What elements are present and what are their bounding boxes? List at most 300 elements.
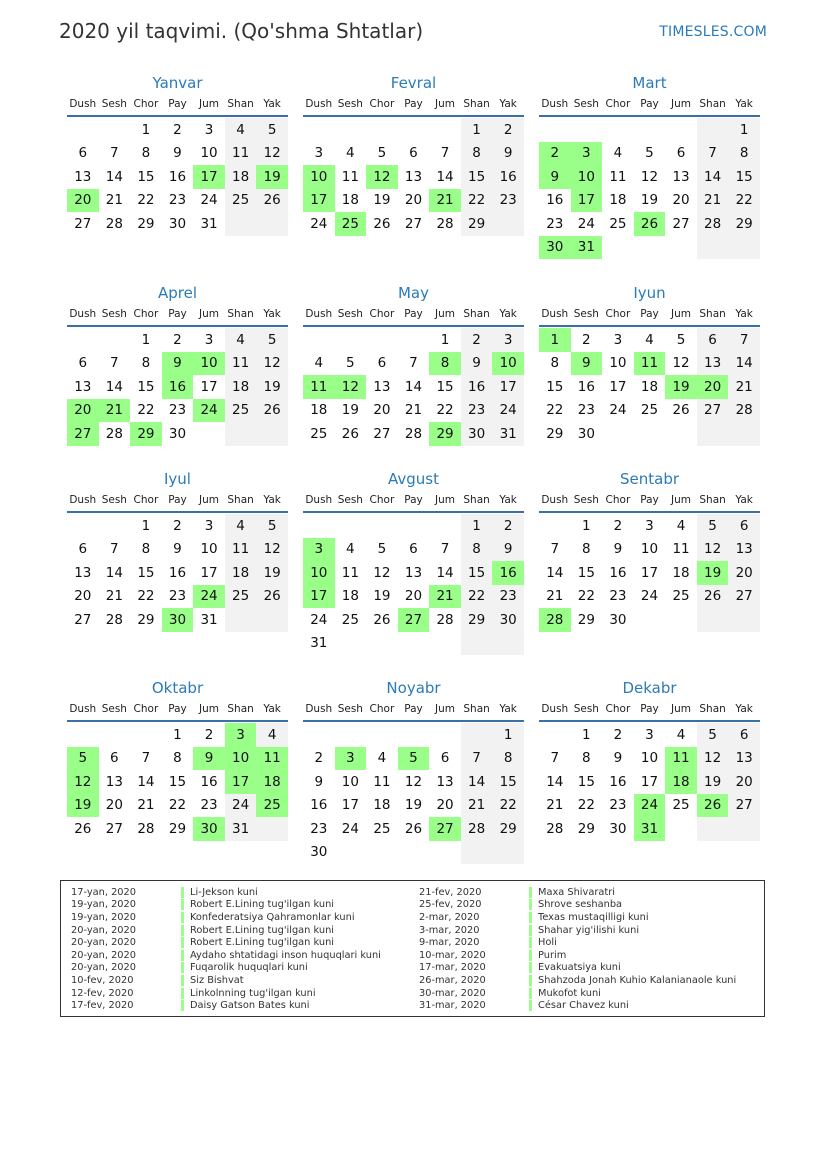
day-cell: 7: [110, 145, 119, 162]
day-cell: 19: [373, 588, 391, 605]
holiday-name: Aydaho shtatidagi inson huquqlari kuni: [190, 949, 381, 961]
weekday-label: Dush: [69, 703, 97, 715]
day-cell: 1: [461, 514, 493, 538]
weekday-label: Jum: [199, 494, 220, 506]
day-cell: 9: [173, 145, 182, 162]
weekday-label: Shan: [699, 703, 726, 715]
day-cell: 2: [492, 514, 524, 538]
day-cell: 31: [225, 817, 257, 841]
day-cell: 6: [377, 355, 387, 372]
day-cell: 15: [436, 378, 454, 395]
weekday-label: Yak: [263, 494, 281, 506]
empty-cell: [492, 841, 524, 865]
empty-cell: [665, 817, 697, 841]
day-cell: 8: [461, 538, 493, 562]
day-cell: 29: [728, 212, 760, 236]
day-cell: 2: [492, 118, 524, 142]
day-cell: 27: [373, 425, 391, 442]
weekday-header: [67, 303, 288, 325]
weekday-label: Jum: [199, 98, 220, 110]
header-divider: [539, 325, 760, 327]
weekday-header: [539, 698, 760, 720]
day-cell: 22: [461, 585, 493, 609]
empty-cell: [634, 422, 666, 446]
holiday-row: [71, 949, 381, 962]
day-cell: 24: [492, 399, 524, 423]
holiday-day-cell: 3: [571, 142, 603, 166]
page-title: 2020 yil taqvimi. (Qo'shma Shtatlar): [59, 19, 424, 43]
day-cell: 6: [110, 750, 119, 767]
holiday-row: [71, 911, 381, 924]
day-cell: 16: [200, 773, 218, 790]
holiday-day-cell: 17: [193, 165, 225, 189]
holiday-name: Siz Bishvat: [190, 974, 244, 986]
holiday-day-cell: 27: [398, 608, 430, 632]
month-2: [539, 73, 760, 259]
empty-cell: [99, 118, 131, 142]
day-cell: 5: [377, 541, 387, 558]
day-cell: 23: [168, 402, 187, 419]
empty-cell: [398, 514, 430, 538]
day-cell: 28: [436, 611, 454, 628]
day-cell: 26: [697, 585, 729, 609]
day-cell: 5: [256, 328, 288, 352]
empty-cell: [225, 212, 257, 236]
day-cell: 12: [640, 168, 659, 185]
holiday-day-cell: 5: [398, 747, 430, 771]
day-cell: 16: [168, 564, 187, 581]
day-cell: 14: [546, 564, 564, 581]
day-cell: 14: [105, 168, 123, 185]
day-cell: 22: [546, 402, 564, 419]
day-cell: 17: [200, 378, 218, 395]
day-cell: 31: [310, 635, 328, 652]
holiday-day-cell: 25: [335, 212, 367, 236]
empty-cell: [99, 514, 131, 538]
holiday-name: Mukofot kuni: [538, 987, 601, 999]
day-cell: 22: [436, 402, 454, 419]
weekday-label: Sesh: [101, 308, 127, 320]
day-grid: [303, 723, 524, 864]
header-divider: [303, 511, 524, 513]
day-cell: 29: [461, 608, 493, 632]
weekday-header: [539, 489, 760, 511]
holiday-day-cell: 20: [67, 399, 99, 423]
holiday-day-cell: 21: [429, 189, 461, 213]
day-cell: 24: [577, 215, 595, 232]
weekday-label: Sesh: [337, 494, 363, 506]
header-divider: [539, 115, 760, 117]
header-divider: [303, 720, 524, 722]
day-cell: 28: [137, 820, 155, 837]
weekday-label: Chor: [605, 703, 631, 715]
day-cell: 14: [546, 773, 564, 790]
empty-cell: [67, 328, 99, 352]
day-cell: 20: [74, 588, 92, 605]
weekday-label: Sesh: [101, 494, 127, 506]
holiday-name: César Chavez kuni: [538, 1000, 629, 1012]
weekday-label: Pay: [168, 98, 187, 110]
day-cell: 18: [672, 564, 690, 581]
brand-link[interactable]: TIMESLES.COM: [659, 24, 767, 40]
day-cell: 2: [314, 750, 324, 767]
day-cell: 5: [697, 723, 729, 747]
empty-cell: [256, 817, 288, 841]
holiday-row: [71, 962, 381, 975]
day-cell: 13: [373, 378, 391, 395]
day-cell: 1: [492, 723, 524, 747]
holiday-day-cell: 24: [634, 794, 666, 818]
weekday-label: Dush: [541, 98, 569, 110]
day-cell: 13: [436, 773, 454, 790]
day-cell: 22: [168, 797, 187, 814]
weekday-label: Yak: [735, 308, 753, 320]
day-cell: 26: [256, 585, 288, 609]
weekday-label: Chor: [369, 494, 395, 506]
empty-cell: [429, 514, 461, 538]
day-cell: 8: [550, 355, 560, 372]
weekday-label: Yak: [735, 703, 753, 715]
holiday-day-cell: 11: [634, 352, 666, 376]
empty-cell: [728, 608, 760, 632]
month-9: [67, 678, 288, 841]
holiday-marker: [181, 912, 184, 923]
weekday-label: Jum: [435, 494, 456, 506]
day-cell: 23: [546, 215, 564, 232]
holiday-day-cell: 12: [67, 770, 99, 794]
holiday-day-cell: 30: [162, 608, 194, 632]
day-cell: 16: [609, 773, 627, 790]
holiday-row: [71, 974, 381, 987]
day-cell: 22: [728, 189, 760, 213]
day-cell: 5: [256, 514, 288, 538]
day-cell: 16: [310, 797, 328, 814]
day-cell: 26: [373, 215, 391, 232]
holiday-date: 3-mar, 2020: [419, 924, 480, 936]
weekday-label: Shan: [227, 308, 254, 320]
day-cell: 24: [341, 820, 359, 837]
day-cell: 1: [173, 726, 182, 743]
weekday-label: Pay: [404, 98, 423, 110]
day-cell: 18: [341, 192, 359, 209]
day-cell: 26: [404, 820, 423, 837]
empty-cell: [492, 632, 524, 656]
day-cell: 21: [105, 192, 123, 209]
header-divider: [539, 720, 760, 722]
weekday-label: Jum: [435, 98, 456, 110]
day-cell: 19: [341, 402, 359, 419]
holiday-name: Shrove seshanba: [538, 899, 623, 911]
day-cell: 16: [461, 375, 493, 399]
weekday-label: Shan: [463, 703, 490, 715]
empty-cell: [303, 723, 335, 747]
holiday-name: Texas mustaqilligi kuni: [538, 911, 649, 923]
weekday-label: Jum: [435, 703, 456, 715]
empty-cell: [335, 328, 367, 352]
day-cell: 9: [492, 538, 524, 562]
day-cell: 21: [546, 797, 564, 814]
day-cell: 17: [492, 375, 524, 399]
day-cell: 8: [582, 750, 591, 767]
day-cell: 15: [577, 564, 595, 581]
day-cell: 15: [168, 773, 187, 790]
weekday-label: Jum: [199, 703, 220, 715]
weekday-label: Sesh: [573, 308, 599, 320]
day-grid: [539, 118, 760, 259]
holiday-day-cell: 3: [303, 538, 335, 562]
weekday-label: Dush: [541, 494, 569, 506]
weekday-label: Dush: [305, 494, 333, 506]
holiday-day-cell: 29: [429, 422, 461, 446]
holiday-name: Fuqarolik huquqlari kuni: [190, 962, 308, 974]
day-cell: 21: [461, 794, 493, 818]
day-cell: 19: [256, 561, 288, 585]
empty-cell: [67, 118, 99, 142]
holiday-day-cell: 19: [665, 375, 697, 399]
weekday-label: Shan: [227, 703, 254, 715]
holiday-day-cell: 17: [225, 770, 257, 794]
day-cell: 16: [546, 192, 564, 209]
weekday-header: [67, 489, 288, 511]
holiday-day-cell: 9: [162, 352, 194, 376]
day-cell: 16: [577, 378, 595, 395]
day-cell: 25: [341, 611, 359, 628]
empty-cell: [602, 236, 634, 260]
holiday-marker: [529, 1000, 532, 1011]
holiday-marker: [529, 975, 532, 986]
day-cell: 21: [546, 588, 564, 605]
day-grid: [303, 118, 524, 236]
day-cell: 29: [137, 215, 155, 232]
empty-cell: [335, 632, 367, 656]
empty-cell: [539, 118, 571, 142]
day-cell: 3: [645, 726, 654, 743]
holiday-day-cell: 3: [335, 747, 367, 771]
holiday-marker: [181, 962, 184, 973]
day-cell: 27: [697, 399, 729, 423]
day-cell: 20: [728, 561, 760, 585]
holiday-date: 2-mar, 2020: [419, 911, 480, 923]
month-11: [539, 678, 760, 841]
weekday-label: Shan: [699, 494, 726, 506]
day-cell: 20: [404, 588, 423, 605]
holiday-date: 21-fev, 2020: [419, 886, 482, 898]
day-cell: 1: [141, 121, 151, 138]
day-cell: 26: [256, 399, 288, 423]
day-cell: 1: [728, 118, 760, 142]
day-cell: 30: [492, 608, 524, 632]
holiday-date: 12-fev, 2020: [71, 987, 134, 999]
month-name: Yanvar: [152, 74, 203, 92]
holiday-row: [71, 987, 381, 1000]
day-cell: 26: [341, 425, 359, 442]
holiday-day-cell: 26: [697, 794, 729, 818]
day-cell: 5: [697, 514, 729, 538]
day-cell: 24: [200, 192, 218, 209]
day-cell: 5: [645, 145, 654, 162]
empty-cell: [256, 422, 288, 446]
day-cell: 17: [640, 564, 659, 581]
day-cell: 9: [613, 541, 623, 558]
holiday-day-cell: 10: [492, 352, 524, 376]
weekday-label: Yak: [263, 98, 281, 110]
day-cell: 13: [728, 747, 760, 771]
day-cell: 25: [373, 820, 391, 837]
day-cell: 10: [640, 541, 659, 558]
holiday-day-cell: 26: [634, 212, 666, 236]
holiday-day-cell: 3: [225, 723, 257, 747]
holiday-row: [419, 987, 736, 1000]
day-cell: 21: [105, 588, 123, 605]
holiday-day-cell: 5: [67, 747, 99, 771]
day-cell: 15: [137, 378, 155, 395]
day-cell: 28: [697, 212, 729, 236]
holiday-date: 20-yan, 2020: [71, 924, 136, 936]
empty-cell: [461, 632, 493, 656]
day-cell: 7: [440, 145, 450, 162]
holiday-name: Evakuatsiya kuni: [538, 962, 621, 974]
holiday-day-cell: 20: [697, 375, 729, 399]
day-cell: 18: [341, 588, 359, 605]
empty-cell: [335, 118, 367, 142]
holiday-day-cell: 16: [162, 375, 194, 399]
weekday-label: Pay: [168, 703, 187, 715]
holiday-day-cell: 10: [225, 747, 257, 771]
month-name: Mart: [632, 74, 667, 92]
day-cell: 7: [461, 747, 493, 771]
day-cell: 9: [492, 142, 524, 166]
empty-cell: [728, 236, 760, 260]
day-cell: 2: [173, 517, 182, 534]
holiday-name: Robert E.Lining tug'ilgan kuni: [190, 924, 335, 936]
day-cell: 13: [404, 564, 423, 581]
day-cell: 12: [404, 773, 423, 790]
holiday-marker: [181, 925, 184, 936]
weekday-label: Yak: [263, 703, 281, 715]
day-cell: 6: [409, 145, 418, 162]
day-cell: 24: [225, 794, 257, 818]
holiday-date: 9-mar, 2020: [419, 937, 480, 949]
day-cell: 15: [492, 770, 524, 794]
day-cell: 13: [74, 564, 92, 581]
day-cell: 13: [697, 352, 729, 376]
day-cell: 23: [168, 588, 187, 605]
day-cell: 1: [461, 118, 493, 142]
day-cell: 18: [225, 375, 257, 399]
holiday-day-cell: 28: [539, 608, 571, 632]
day-cell: 23: [492, 189, 524, 213]
empty-cell: [398, 328, 430, 352]
day-cell: 7: [141, 750, 151, 767]
empty-cell: [429, 841, 461, 865]
day-cell: 5: [346, 355, 355, 372]
day-cell: 4: [645, 331, 654, 348]
day-cell: 29: [137, 611, 155, 628]
day-cell: 2: [173, 331, 182, 348]
day-cell: 25: [672, 797, 690, 814]
day-cell: 6: [440, 750, 450, 767]
holiday-day-cell: 17: [303, 585, 335, 609]
day-cell: 30: [609, 611, 627, 628]
month-name: Avgust: [388, 470, 439, 488]
day-cell: 23: [609, 797, 627, 814]
day-cell: 8: [582, 541, 591, 558]
weekday-label: Sesh: [337, 308, 363, 320]
weekday-label: Pay: [640, 494, 659, 506]
day-cell: 30: [461, 422, 493, 446]
day-cell: 3: [613, 331, 623, 348]
holiday-date: 20-yan, 2020: [71, 937, 136, 949]
month-name: Dekabr: [622, 679, 677, 697]
holiday-day-cell: 2: [539, 142, 571, 166]
day-cell: 4: [225, 514, 257, 538]
empty-cell: [728, 817, 760, 841]
holiday-marker: [181, 1000, 184, 1011]
day-cell: 6: [409, 541, 418, 558]
month-10: [303, 678, 524, 864]
empty-cell: [303, 514, 335, 538]
weekday-header: [303, 489, 524, 511]
empty-cell: [335, 514, 367, 538]
weekday-label: Dush: [305, 98, 333, 110]
day-cell: 12: [697, 538, 729, 562]
day-cell: 2: [613, 726, 623, 743]
weekday-label: Shan: [699, 308, 726, 320]
empty-cell: [665, 422, 697, 446]
day-cell: 28: [105, 425, 123, 442]
day-cell: 4: [676, 517, 686, 534]
day-cell: 23: [168, 192, 187, 209]
day-cell: 5: [377, 145, 387, 162]
day-cell: 16: [609, 564, 627, 581]
empty-cell: [366, 118, 398, 142]
weekday-label: Pay: [640, 98, 659, 110]
day-cell: 3: [204, 517, 214, 534]
holiday-name: Li-Jekson kuni: [190, 886, 258, 898]
holiday-day-cell: 11: [303, 375, 335, 399]
day-cell: 27: [728, 794, 760, 818]
day-cell: 7: [409, 355, 418, 372]
empty-cell: [130, 723, 162, 747]
header-divider: [539, 511, 760, 513]
holiday-day-cell: 16: [492, 561, 524, 585]
day-cell: 7: [550, 750, 560, 767]
weekday-label: Jum: [199, 308, 220, 320]
holiday-day-cell: 11: [665, 747, 697, 771]
day-cell: 15: [728, 165, 760, 189]
day-cell: 19: [404, 797, 423, 814]
day-cell: 4: [377, 750, 387, 767]
weekday-label: Dush: [69, 98, 97, 110]
weekday-label: Sesh: [101, 703, 127, 715]
holiday-row: [419, 999, 736, 1012]
day-cell: 25: [640, 402, 659, 419]
weekday-label: Sesh: [101, 98, 127, 110]
empty-cell: [303, 328, 335, 352]
day-cell: 15: [546, 378, 564, 395]
holiday-date: 19-yan, 2020: [71, 911, 136, 923]
empty-cell: [539, 723, 571, 747]
holiday-name: Holi: [538, 937, 557, 949]
weekday-label: Shan: [699, 98, 726, 110]
day-cell: 18: [609, 192, 627, 209]
day-cell: 3: [314, 145, 324, 162]
empty-cell: [366, 632, 398, 656]
day-cell: 11: [225, 352, 257, 376]
day-cell: 11: [225, 538, 257, 562]
day-cell: 17: [609, 378, 627, 395]
day-cell: 29: [168, 820, 187, 837]
